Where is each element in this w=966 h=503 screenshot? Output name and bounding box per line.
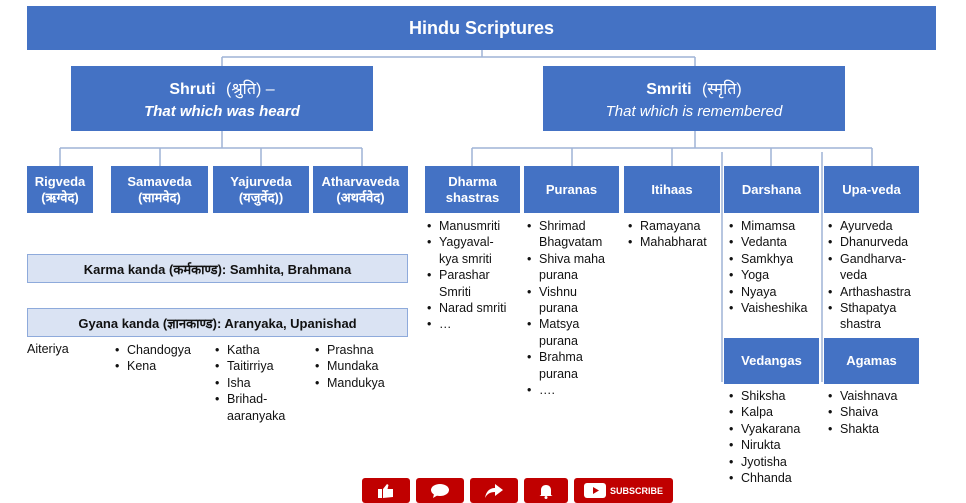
list-item: • Gandharva- xyxy=(840,251,911,267)
smriti-title: Smriti xyxy=(646,81,692,98)
list-item: • Brahma xyxy=(539,349,605,365)
category-node-darshana xyxy=(724,166,819,213)
list-item: • Matsya xyxy=(539,316,605,332)
veda-devanagari: (ऋग्वेद) xyxy=(41,189,79,205)
list-item: • Vaisheshika xyxy=(741,300,807,316)
list-item: • Mimamsa xyxy=(741,218,807,234)
list-item: • Vyakarana xyxy=(741,421,800,437)
youtube-play-icon xyxy=(584,483,606,498)
list-item-continuation: Smriti xyxy=(439,284,471,299)
smriti-node xyxy=(543,66,845,131)
karma-kanda-box xyxy=(27,254,408,283)
notification-bell-button[interactable] xyxy=(524,478,568,503)
veda-devanagari: (अथर्ववेद) xyxy=(336,189,385,205)
list-item-continuation: purana xyxy=(539,366,578,381)
root-node xyxy=(27,6,936,50)
list-item: • Dhanurveda xyxy=(840,234,911,250)
list-item: • Ramayana xyxy=(640,218,707,234)
agamas-node xyxy=(824,338,919,384)
vedangas-list xyxy=(727,388,800,486)
veda-name: Samaveda xyxy=(127,173,192,189)
comment-button[interactable] xyxy=(416,478,464,503)
upanishad-list-4 xyxy=(313,342,385,391)
category-name-line2: shastras xyxy=(445,189,500,205)
list-item: • Shakta xyxy=(840,421,897,437)
list-item: • Vedanta xyxy=(741,234,807,250)
smriti-title-devanagari: (स्मृति) xyxy=(702,81,742,98)
list-item: • Parashar xyxy=(439,267,506,283)
list-item: • Mandukya xyxy=(327,375,385,391)
list-item: • Nyaya xyxy=(741,284,807,300)
subscribe-label: SUBSCRIBE xyxy=(609,485,663,496)
veda-node-rigveda xyxy=(27,166,93,213)
list-item: • Kena xyxy=(127,358,191,374)
list-item-continuation: purana xyxy=(539,333,578,348)
bell-icon xyxy=(538,483,554,499)
upanishad-item-aiteriya: Aiteriya xyxy=(27,342,69,356)
list-item: • Shaiva xyxy=(840,404,897,420)
speech-bubble-icon xyxy=(430,483,450,499)
veda-node-yajurveda xyxy=(213,166,309,213)
list-item: aaranyaka xyxy=(227,408,286,423)
list-item: • Ayurveda xyxy=(840,218,911,234)
category-node-upa-veda xyxy=(824,166,919,213)
dharma-shastras-list xyxy=(425,218,506,333)
list-item: • Chhanda xyxy=(741,470,800,486)
list-item: • …. xyxy=(539,382,605,398)
list-item: • Chandogya xyxy=(127,342,191,358)
list-item: • Katha xyxy=(227,342,285,358)
list-item: • Brihad- xyxy=(227,391,285,407)
upanishad-list-3 xyxy=(213,342,285,424)
list-item: • Yoga xyxy=(741,267,807,283)
vedangas-title: Vedangas xyxy=(741,353,802,368)
veda-devanagari: (सामवेद) xyxy=(138,189,181,205)
veda-name: Atharvaveda xyxy=(321,173,400,189)
puranas-list xyxy=(525,218,605,398)
karma-kanda-text: Karma kanda (कर्मकाण्ड): Samhita, Brahmana xyxy=(83,261,352,277)
subscribe-button[interactable] xyxy=(574,478,673,503)
smriti-title-line xyxy=(646,77,742,99)
list-item: • Prashna xyxy=(327,342,385,358)
list-item: • Arthashastra xyxy=(840,284,911,300)
veda-node-atharvaveda xyxy=(313,166,408,213)
list-item: • Kalpa xyxy=(741,404,800,420)
veda-name: Yajurveda xyxy=(230,173,292,189)
list-item-continuation: purana xyxy=(539,268,578,283)
list-item: • Narad smriti xyxy=(439,300,506,316)
shruti-title-devanagari: (श्रुति) – xyxy=(226,81,275,98)
shruti-node xyxy=(71,66,373,131)
darshana-list xyxy=(727,218,807,316)
list-item: • Taitirriya xyxy=(227,358,285,374)
category-name: Upa-veda xyxy=(842,181,901,197)
vedangas-node xyxy=(724,338,819,384)
like-button[interactable] xyxy=(362,478,410,503)
category-name: Darshana xyxy=(741,181,802,197)
share-button[interactable] xyxy=(470,478,518,503)
list-item: • Sthapatya xyxy=(840,300,911,316)
upa-veda-list xyxy=(826,218,911,333)
category-node-puranas xyxy=(524,166,619,213)
list-item: • Vaishnava xyxy=(840,388,897,404)
list-item-continuation: kya smriti xyxy=(439,251,492,266)
smriti-subtitle: That which is remembered xyxy=(605,103,783,120)
list-item: • Nirukta xyxy=(741,437,800,453)
list-item-continuation: veda xyxy=(840,268,868,283)
list-item: • Mundaka xyxy=(327,358,385,374)
gyana-kanda-text: Gyana kanda (ज्ञानकाण्ड): Aranyaka, Upanishad xyxy=(78,315,357,331)
root-title: Hindu Scriptures xyxy=(408,17,555,38)
agamas-title: Agamas xyxy=(846,353,897,368)
list-item-continuation: Bhagvatam xyxy=(539,235,603,250)
list-item: • … xyxy=(439,316,506,332)
list-item: • Samkhya xyxy=(741,251,807,267)
list-item: • Yagyaval- xyxy=(439,234,506,250)
agamas-list xyxy=(826,388,897,437)
category-node-itihaas xyxy=(624,166,720,213)
shruti-subtitle: That which was heard xyxy=(144,103,300,120)
list-item: • Manusmriti xyxy=(439,218,506,234)
itihaas-list xyxy=(626,218,707,251)
veda-node-samaveda xyxy=(111,166,208,213)
category-name: Puranas xyxy=(545,181,598,197)
list-item: • Shiksha xyxy=(741,388,800,404)
shruti-title: Shruti xyxy=(169,81,216,98)
list-item: • Shiva maha xyxy=(539,251,605,267)
veda-name: Rigveda xyxy=(34,173,86,189)
upanishad-list-2 xyxy=(113,342,191,375)
gyana-kanda-box xyxy=(27,308,408,337)
category-node-dharma-shastras xyxy=(425,166,520,213)
list-item: • Mahabharat xyxy=(640,234,707,250)
list-item: • Isha xyxy=(227,375,285,391)
shruti-title-line xyxy=(169,77,274,99)
list-item-continuation: shastra xyxy=(840,317,881,332)
list-item-continuation: purana xyxy=(539,301,578,316)
thumbs-up-icon xyxy=(377,483,395,499)
category-name: Itihaas xyxy=(651,181,693,197)
veda-devanagari: (यजुर्वेद)) xyxy=(238,189,284,205)
list-item: • Vishnu xyxy=(539,284,605,300)
category-name: Dharma xyxy=(448,173,497,189)
share-arrow-icon xyxy=(484,483,504,499)
list-item: • Jyotisha xyxy=(741,454,800,470)
list-item: • Shrimad xyxy=(539,218,605,234)
